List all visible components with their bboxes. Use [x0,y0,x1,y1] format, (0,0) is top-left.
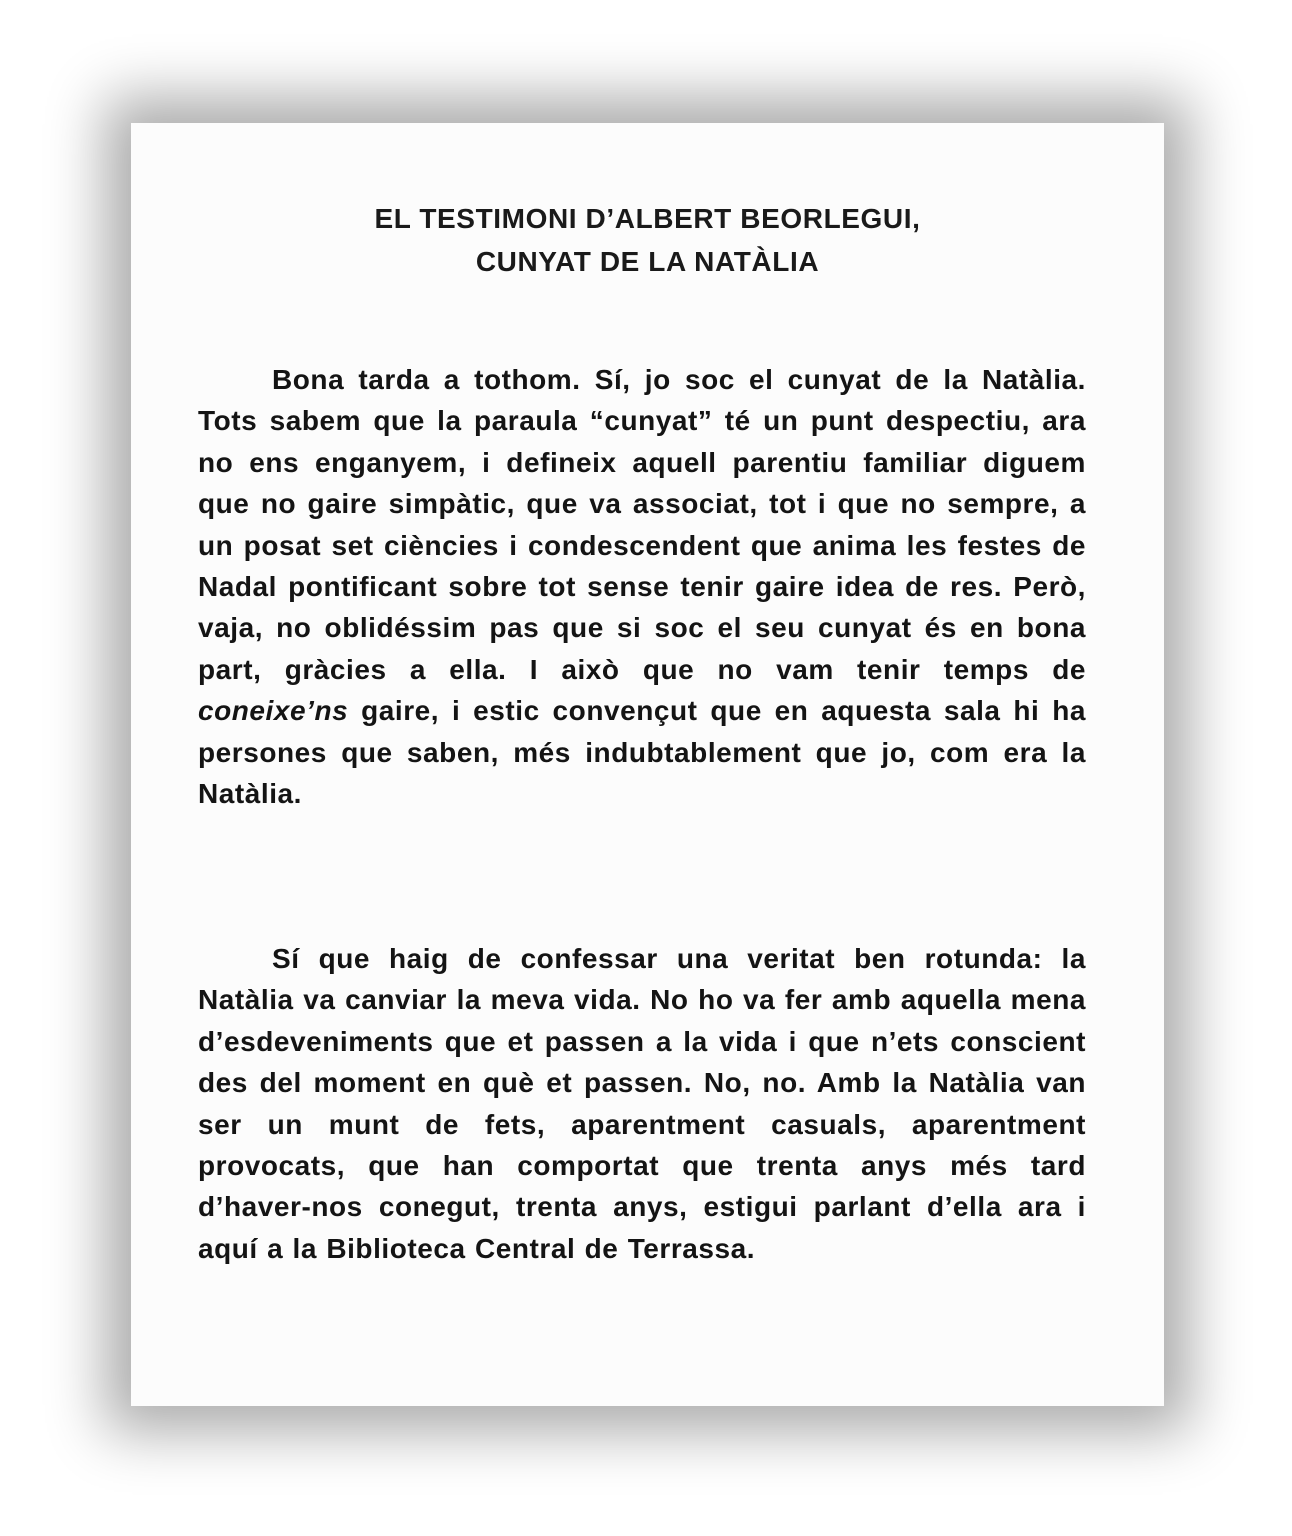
title-line-1: EL TESTIMONI D’ALBERT BEORLEGUI, [374,203,921,234]
paragraph-1 [198,359,1086,814]
paragraph-2: Sí que haig de confessar una veritat ben rotunda: la Natàlia va canviar la meva vida. No ho va fer amb aquella mena d’esdeveniments que et passen a la vida i que n’ets conscient des del moment en què et passen. No, no. Amb la Natàlia van ser un munt de fets, aparentment casuals, aparentment provocats, que han comportat que trenta anys més tard d’haver-nos conegut, trenta anys, estigui parlant d’ella ara i aquí a la Biblioteca Central de Terrassa. [198,943,1086,1264]
document-sheet [131,123,1164,1406]
title-line-2: CUNYAT DE LA NATÀLIA [475,246,820,277]
paragraph-1-text-a: Bona tarda a tothom. Sí, jo soc el cunyat de la Natàlia. Tots sabem que la paraula “cunyat” té un punt despectiu, ara no ens enganyem, i defineix aquell parentiu familiar diguem que no gaire simpàtic, que va associat, tot i que no sempre, a un posat set ciències i condescendent que anima les festes de Nadal pontificant sobre tot sense tenir gaire idea de res. Però, vaja, no oblidéssim pas que si soc el seu cunyat és en bona part, gràcies a ella. I això que no vam tenir temps de [198,364,1086,685]
document-title [131,197,1164,283]
paragraph-1-italic-word: coneixe’ns [198,695,349,727]
paragraph-1-text-b: gaire, i estic convençut que en aquesta sala hi ha persones que saben, més indubtablement que jo, com era la Natàlia. [198,695,1086,810]
